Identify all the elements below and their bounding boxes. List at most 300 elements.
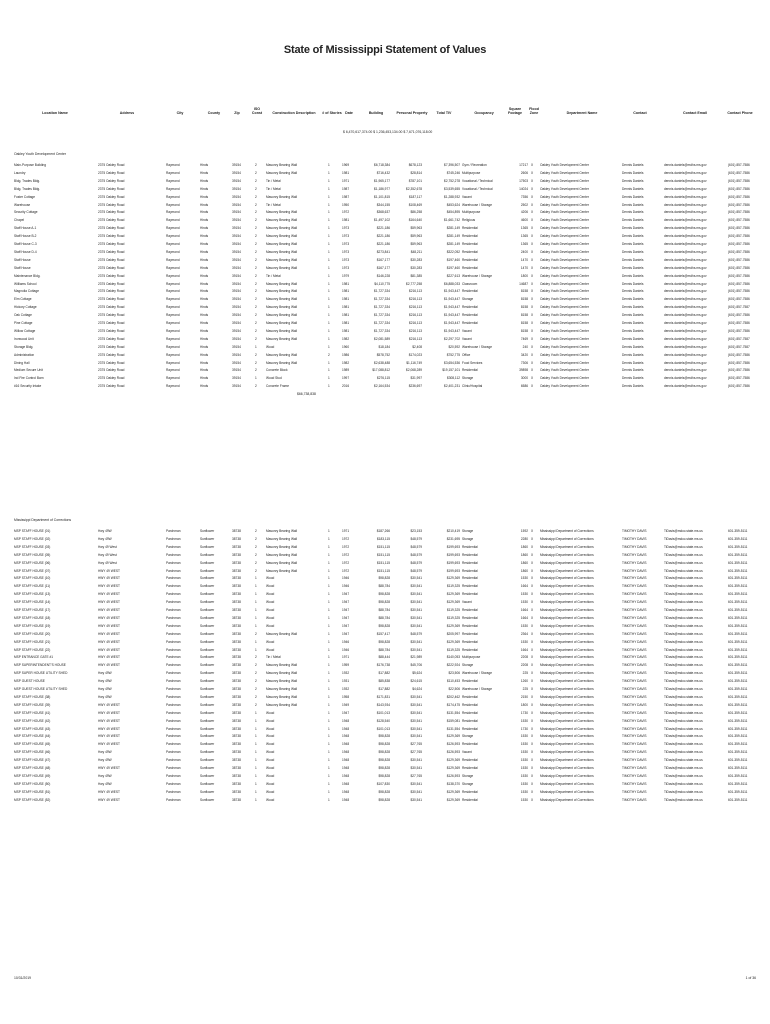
cell-contact-email[interactable]: TiDavis@mdoc.state.ms.us: [664, 773, 703, 778]
cell-square-footage: 4600: [520, 218, 528, 223]
cell-contact-email[interactable]: TiDavis@mdoc.state.ms.us: [664, 687, 703, 691]
cell-iso-const: 1: [255, 734, 257, 739]
table-row: [0, 535, 770, 543]
cell-construction-description: Masonry Bearing Wall: [266, 328, 298, 333]
cell-city: Parchman: [166, 560, 181, 565]
cell-personal-property: $1,116,749: [406, 360, 422, 365]
cell-address: HWY 49 WEST: [98, 568, 120, 573]
cell-contact-email[interactable]: TiDavis@mdoc.state.ms.us: [664, 734, 703, 739]
cell-address: 2375 Oakley Road: [98, 234, 125, 239]
cell-contact: TIMOTHY DAVIS: [622, 608, 647, 612]
cell-county: Hinds: [200, 210, 209, 215]
cell-stories: 1: [328, 584, 330, 589]
cell-personal-property: $30,541: [410, 726, 422, 731]
cell-zip: 38738: [232, 536, 241, 541]
cell-county: Hinds: [200, 384, 209, 389]
cell-construction-description: Wood: [266, 710, 275, 715]
cell-construction-description: Wood: [266, 623, 275, 628]
cell-contact-email[interactable]: dennis.daniels@mdhs.ms.gov: [664, 170, 707, 175]
cell-date: 1971: [342, 178, 350, 183]
cell-contact-email[interactable]: TiDavis@mdoc.state.ms.us: [664, 536, 703, 541]
table-row: [0, 685, 770, 693]
cell-iso-const: 2: [255, 321, 257, 325]
cell-construction-description: Concrete Frame: [266, 384, 290, 389]
cell-personal-property: $30,541: [410, 608, 422, 612]
cell-county: Hinds: [200, 178, 209, 183]
cell-building: $107,830: [376, 781, 390, 786]
cell-contact-email[interactable]: TiDavis@mdoc.state.ms.us: [664, 647, 703, 652]
cell-total-tiv: $129,369: [446, 592, 460, 597]
cell-flood-zone: X: [531, 671, 534, 676]
cell-stories: 1: [328, 544, 330, 549]
cell-contact-email[interactable]: dennis.daniels@mdhs.ms.gov: [664, 368, 707, 373]
cell-address: 2375 Oakley Road: [98, 163, 125, 167]
table-row: [0, 669, 770, 677]
cell-city: Parchman: [166, 639, 181, 644]
cell-building: $171,831: [376, 694, 390, 699]
cell-date: 1948: [342, 742, 350, 747]
table-row: [0, 693, 770, 701]
cell-contact-email[interactable]: dennis.daniels@mdhs.ms.gov: [664, 384, 707, 389]
cell-iso-const: 2: [255, 170, 257, 175]
cell-total-tiv: $23,506: [448, 671, 460, 676]
cell-iso-const: 1: [255, 766, 257, 770]
cell-personal-property: $48,579: [410, 544, 422, 549]
cell-address: 2375 Oakley Road: [98, 178, 125, 183]
cell-contact: TIMOTHY DAVIS: [622, 789, 647, 794]
cell-contact: TIMOTHY DAVIS: [622, 631, 647, 636]
cell-location-name: MSP STAFF HOUSE (22): [14, 647, 51, 652]
cell-contact-email[interactable]: TiDavis@mdoc.state.ms.us: [664, 639, 703, 644]
cell-construction-description: Masonry Bearing Wall: [266, 289, 298, 294]
cell-square-footage: 1860: [520, 544, 528, 549]
cell-contact-email[interactable]: TiDavis@mdoc.state.ms.us: [664, 576, 703, 581]
cell-contact: Dennis Daniels: [622, 336, 644, 341]
cell-contact-email[interactable]: TiDavis@mdoc.state.ms.us: [664, 718, 703, 723]
cell-city: Raymond: [166, 234, 180, 239]
cell-city: Parchman: [166, 718, 181, 723]
cell-county: Sunflower: [200, 639, 215, 644]
cell-contact-phone: 601-359-5111: [728, 797, 748, 802]
cell-contact-email[interactable]: TiDavis@mdoc.state.ms.us: [664, 592, 703, 597]
cell-contact: TIMOTHY DAVIS: [622, 671, 647, 676]
cell-stories: 1: [328, 608, 330, 612]
cell-contact-email[interactable]: dennis.daniels@mdhs.ms.gov: [664, 234, 707, 239]
cell-iso-const: 2: [255, 702, 257, 707]
cell-iso-const: 2: [255, 328, 257, 333]
cell-zip: 39154: [232, 384, 241, 389]
cell-zip: 38738: [232, 797, 241, 802]
cell-contact-phone: 601-359-5111: [728, 552, 748, 557]
cell-contact-email[interactable]: TiDavis@mdoc.state.ms.us: [664, 671, 703, 676]
cell-county: Sunflower: [200, 615, 215, 620]
cell-contact: TIMOTHY DAVIS: [622, 647, 647, 652]
cell-location-name: MSP GUEST HOUSE: [14, 679, 45, 684]
cell-construction-description: Wood: [266, 726, 275, 731]
cell-square-footage: 2606: [520, 170, 528, 175]
cell-zip: 38738: [232, 584, 241, 589]
cell-city: Parchman: [166, 734, 181, 739]
cell-iso-const: 1: [255, 781, 257, 786]
cell-city: Parchman: [166, 552, 181, 557]
cell-stories: 1: [328, 281, 330, 286]
cell-county: Hinds: [200, 376, 209, 381]
cell-iso-const: 2: [255, 687, 257, 691]
cell-date: 2016: [342, 384, 350, 389]
cell-contact-phone: (601) 857-7586: [728, 321, 750, 325]
cell-location-name: Maintenance Bldg.: [14, 273, 41, 278]
cell-contact: Dennis Daniels: [622, 234, 644, 239]
cell-zip: 39154: [232, 202, 241, 207]
cell-contact-email[interactable]: TiDavis@mdoc.state.ms.us: [664, 789, 703, 794]
cell-county: Sunflower: [200, 631, 215, 636]
cell-stories: 1: [328, 623, 330, 628]
cell-iso-const: 1: [255, 797, 257, 802]
cell-total-tiv: $129,369: [446, 789, 460, 794]
cell-contact: Dennis Daniels: [622, 376, 644, 381]
cell-square-footage: 1530: [520, 766, 528, 770]
cell-building: $85,838: [378, 679, 390, 684]
cell-contact-email[interactable]: dennis.daniels@mdhs.ms.gov: [664, 289, 707, 294]
cell-iso-const: 2: [255, 297, 257, 302]
cell-iso-const: 1: [255, 344, 257, 349]
cell-flood-zone: X: [531, 687, 534, 691]
cell-occupancy: Residential: [462, 544, 478, 549]
cell-department-name: Mississippi Department of Corrections: [540, 687, 594, 691]
cell-construction-description: Wood Stud: [266, 376, 282, 381]
cell-date: 1981: [342, 328, 350, 333]
cell-contact-email[interactable]: dennis.daniels@mdhs.ms.gov: [664, 265, 707, 270]
cell-department-name: Mississippi Department of Corrections: [540, 702, 594, 707]
cell-personal-property: $216,113: [408, 313, 422, 318]
cell-contact-phone: (601) 857-7586: [728, 281, 750, 286]
cell-personal-property: $174,023: [408, 352, 422, 357]
col-address: Address: [119, 111, 135, 116]
cell-contact-phone: (601) 857-7586: [728, 328, 750, 333]
cell-personal-property: $81,385: [410, 273, 422, 278]
cell-construction-description: Masonry Bearing Wall: [266, 257, 298, 262]
cell-contact: TIMOTHY DAVIS: [622, 655, 647, 660]
cell-total-tiv: $453,624: [446, 202, 460, 207]
cell-contact-email[interactable]: TiDavis@mdoc.state.ms.us: [664, 766, 703, 770]
cell-contact: Dennis Daniels: [622, 226, 644, 231]
cell-contact-email[interactable]: TiDavis@mdoc.state.ms.us: [664, 702, 703, 707]
cell-occupancy: Vacant: [462, 750, 472, 755]
cell-iso-const: 2: [255, 273, 257, 278]
cell-contact-email[interactable]: dennis.daniels@mdhs.ms.gov: [664, 210, 707, 215]
table-row: [0, 161, 770, 169]
cell-square-footage: 1530: [520, 576, 528, 581]
cell-city: Parchman: [166, 702, 181, 707]
cell-contact-email[interactable]: TiDavis@mdoc.state.ms.us: [664, 600, 703, 605]
cell-construction-description: Concrete Block: [266, 368, 288, 373]
cell-square-footage: 1260: [520, 679, 528, 684]
cell-contact-email[interactable]: dennis.daniels@mdhs.ms.gov: [664, 360, 707, 365]
cell-contact-email[interactable]: dennis.daniels@mdhs.ms.gov: [664, 352, 707, 357]
cell-contact-email[interactable]: dennis.daniels@mdhs.ms.gov: [664, 178, 707, 183]
cell-flood-zone: X: [531, 584, 534, 589]
cell-contact-email[interactable]: dennis.daniels@mdhs.ms.gov: [664, 328, 707, 333]
cell-stories: 1: [328, 718, 330, 723]
cell-contact-email[interactable]: TiDavis@mdoc.state.ms.us: [664, 758, 703, 763]
cell-county: Sunflower: [200, 600, 215, 605]
cell-city: Parchman: [166, 536, 181, 541]
cell-personal-property: $30,541: [410, 647, 422, 652]
cell-contact-email[interactable]: dennis.daniels@mdhs.ms.gov: [664, 163, 707, 167]
cell-contact-email[interactable]: TiDavis@mdoc.state.ms.us: [664, 560, 703, 565]
cell-zip: 38738: [232, 734, 241, 739]
cell-contact-email[interactable]: dennis.daniels@mdhs.ms.gov: [664, 344, 707, 349]
cell-location-name: MSP STAFF HOUSE (42): [14, 718, 51, 723]
cell-location-name: MSP STAFF HOUSE (41): [14, 710, 51, 715]
cell-square-footage: 1530: [520, 758, 528, 763]
cell-contact-phone: 601-359-5111: [728, 718, 748, 723]
cell-location-name: MSP STAFF HOUSE (50): [14, 781, 51, 786]
cell-contact-email[interactable]: TiDavis@mdoc.state.ms.us: [664, 694, 703, 699]
cell-date: 1981: [342, 218, 350, 223]
cell-date: 1947: [342, 710, 350, 715]
cell-contact-email[interactable]: TiDavis@mdoc.state.ms.us: [664, 797, 703, 802]
cell-iso-const: 2: [255, 671, 257, 676]
cell-iso-const: 2: [255, 163, 257, 167]
cell-personal-property: $30,283: [410, 265, 422, 270]
cell-contact-email[interactable]: dennis.daniels@mdhs.ms.gov: [664, 297, 707, 302]
cell-county: Hinds: [200, 257, 209, 262]
cell-occupancy: Residential: [462, 766, 478, 770]
cell-city: Raymond: [166, 328, 180, 333]
cell-building: $1,727,334: [374, 289, 390, 294]
cell-flood-zone: X: [531, 257, 534, 262]
cell-contact-email[interactable]: TiDavis@mdoc.state.ms.us: [664, 710, 703, 715]
cell-address: 2375 Oakley Road: [98, 321, 125, 325]
cell-contact-email[interactable]: TiDavis@mdoc.state.ms.us: [664, 726, 703, 731]
cell-occupancy: Warehouse / Storage: [462, 671, 493, 676]
cell-stories: 1: [328, 734, 330, 739]
cell-construction-description: Wood: [266, 766, 275, 770]
cell-occupancy: Vacant: [462, 194, 472, 199]
cell-date: 1973: [342, 226, 350, 231]
cell-flood-zone: X: [531, 328, 534, 333]
cell-stories: 2: [328, 352, 330, 357]
cell-date: 1948: [342, 718, 350, 723]
table-row: [0, 327, 770, 335]
cell-flood-zone: X: [531, 608, 534, 612]
cell-zip: 38738: [232, 623, 241, 628]
cell-address: 2375 Oakley Road: [98, 242, 125, 246]
cell-city: Parchman: [166, 615, 181, 620]
cell-zip: 39154: [232, 336, 241, 341]
table-row: [0, 295, 770, 303]
cell-zip: 38738: [232, 718, 241, 723]
cell-contact-email[interactable]: TiDavis@mdoc.state.ms.us: [664, 568, 703, 573]
cell-construction-description: Wood: [266, 773, 275, 778]
cell-square-footage: 225: [522, 687, 528, 691]
table-row: [0, 382, 770, 390]
cell-department-name: Oakley Youth Development Center: [540, 210, 589, 215]
cell-department-name: Oakley Youth Development Center: [540, 360, 589, 365]
table-row: [0, 169, 770, 177]
cell-contact-phone: (601) 857-7586: [728, 352, 750, 357]
cell-flood-zone: X: [531, 265, 534, 270]
cell-total-tiv: $1,943,447: [444, 321, 460, 325]
cell-stories: 1: [328, 536, 330, 541]
cell-city: Raymond: [166, 273, 180, 278]
cell-contact-email[interactable]: dennis.daniels@mdhs.ms.gov: [664, 273, 707, 278]
cell-address: 2375 Oakley Road: [98, 368, 125, 373]
cell-address: 2375 Oakley Road: [98, 305, 125, 310]
cell-city: Raymond: [166, 178, 180, 183]
cell-contact-email[interactable]: dennis.daniels@mdhs.ms.gov: [664, 202, 707, 207]
table-row: [0, 366, 770, 374]
cell-flood-zone: X: [531, 679, 534, 684]
cell-department-name: Mississippi Department of Corrections: [540, 623, 594, 628]
cell-contact-email[interactable]: dennis.daniels@mdhs.ms.gov: [664, 242, 707, 246]
cell-flood-zone: X: [531, 218, 534, 223]
cell-contact-email[interactable]: dennis.daniels@mdhs.ms.gov: [664, 218, 707, 223]
cell-contact-phone: (601) 857-7587: [728, 344, 750, 349]
cell-contact-email[interactable]: TiDavis@mdoc.state.ms.us: [664, 608, 703, 612]
cell-building: $2,638,488: [374, 360, 390, 365]
cell-contact: Dennis Daniels: [622, 202, 644, 207]
cell-square-footage: 7356: [520, 194, 528, 199]
cell-iso-const: 2: [255, 631, 257, 636]
cell-location-name: MSP STAFF HOUSE (39): [14, 702, 51, 707]
cell-location-name: MSP STAFF HOUSE (10): [14, 576, 51, 581]
cell-contact-phone: 601-359-5111: [728, 631, 748, 636]
cell-contact-email[interactable]: dennis.daniels@mdhs.ms.gov: [664, 313, 707, 318]
cell-iso-const: 2: [255, 679, 257, 684]
cell-construction-description: Wood: [266, 615, 275, 620]
cell-contact-email[interactable]: TiDavis@mdoc.state.ms.us: [664, 781, 703, 786]
cell-date: 1969: [342, 163, 350, 167]
cell-total-tiv: $281,149: [446, 226, 460, 231]
cell-zip: 39154: [232, 305, 241, 310]
cell-flood-zone: X: [531, 797, 534, 802]
cell-total-tiv: $126,593: [446, 773, 460, 778]
cell-square-footage: 1530: [520, 781, 528, 786]
cell-stories: 1: [328, 781, 330, 786]
cell-contact-email[interactable]: TiDavis@mdoc.state.ms.us: [664, 552, 703, 557]
cell-city: Raymond: [166, 242, 180, 246]
cell-county: Sunflower: [200, 568, 215, 573]
cell-building: $98,828: [378, 592, 390, 597]
cell-contact-email[interactable]: TiDavis@mdoc.state.ms.us: [664, 544, 703, 549]
cell-contact-email[interactable]: TiDavis@mdoc.state.ms.us: [664, 631, 703, 636]
cell-address: 2375 Oakley Road: [98, 313, 125, 318]
cell-construction-description: Masonry Bearing Wall: [266, 352, 298, 357]
cell-stories: 1: [328, 384, 330, 389]
cell-stories: 1: [328, 710, 330, 715]
cell-contact-email[interactable]: TiDavis@mdoc.state.ms.us: [664, 742, 703, 747]
cell-contact-email[interactable]: TiDavis@mdoc.state.ms.us: [664, 679, 703, 684]
cell-contact-email[interactable]: TiDavis@mdoc.state.ms.us: [664, 529, 703, 533]
cell-location-name: Main-Purpose Building: [14, 163, 47, 167]
cell-contact-email[interactable]: dennis.daniels@mdhs.ms.gov: [664, 336, 707, 341]
cell-department-name: Mississippi Department of Corrections: [540, 710, 594, 715]
cell-personal-property: $27,765: [410, 750, 422, 755]
cell-total-tiv: $197,460: [446, 265, 460, 270]
cell-iso-const: 2: [255, 552, 257, 557]
cell-contact-email[interactable]: TiDavis@mdoc.state.ms.us: [664, 655, 703, 660]
cell-city: Parchman: [166, 679, 181, 684]
cell-building: $183,115: [376, 536, 390, 541]
cell-county: Sunflower: [200, 608, 215, 612]
cell-location-name: MSP STAFF HOUSE (07): [14, 568, 51, 573]
cell-contact: TIMOTHY DAVIS: [622, 773, 647, 778]
cell-zip: 39154: [232, 257, 241, 262]
cell-contact: Dennis Daniels: [622, 194, 644, 199]
cell-city: Raymond: [166, 226, 180, 231]
cell-contact-email[interactable]: dennis.daniels@mdhs.ms.gov: [664, 257, 707, 262]
cell-occupancy: Vacant: [462, 328, 472, 333]
cell-flood-zone: X: [531, 615, 534, 620]
cell-contact-email[interactable]: TiDavis@mdoc.state.ms.us: [664, 663, 703, 668]
cell-contact-email[interactable]: TiDavis@mdoc.state.ms.us: [664, 615, 703, 620]
cell-county: Sunflower: [200, 750, 215, 755]
cell-construction-description: Wood: [266, 797, 275, 802]
cell-flood-zone: X: [531, 552, 534, 557]
cell-occupancy: Residential: [462, 615, 478, 620]
table-row: [0, 193, 770, 201]
cell-personal-property: $236,697: [408, 384, 422, 389]
cell-building: $128,540: [376, 718, 390, 723]
cell-location-name: MSP STAFF HOUSE (11): [14, 584, 51, 589]
cell-contact-email[interactable]: dennis.daniels@mdhs.ms.gov: [664, 249, 707, 254]
cell-contact-email[interactable]: dennis.daniels@mdhs.ms.gov: [664, 281, 707, 286]
cell-date: 1981: [342, 289, 350, 294]
cell-contact-email[interactable]: TiDavis@mdoc.state.ms.us: [664, 623, 703, 628]
table-row: [0, 343, 770, 351]
cell-iso-const: 1: [255, 592, 257, 597]
cell-square-footage: 1530: [520, 639, 528, 644]
cell-total-tiv: $231,695: [446, 536, 460, 541]
cell-date: 1973: [342, 234, 350, 239]
cell-contact-email[interactable]: dennis.daniels@mdhs.ms.gov: [664, 186, 707, 191]
cell-total-tiv: $2,401,231: [444, 384, 460, 389]
cell-address: HWY 49 WEST: [98, 734, 120, 739]
cell-square-footage: 39898: [519, 368, 528, 373]
cell-flood-zone: X: [531, 384, 534, 389]
cell-iso-const: 1: [255, 615, 257, 620]
cell-contact: TIMOTHY DAVIS: [622, 623, 647, 628]
cell-city: Parchman: [166, 710, 181, 715]
cell-contact-phone: 601-359-5111: [728, 789, 748, 794]
cell-square-footage: 1530: [520, 797, 528, 802]
cell-county: Sunflower: [200, 742, 215, 747]
cell-construction-description: Masonry Bearing Wall: [266, 226, 298, 231]
cell-contact-email[interactable]: dennis.daniels@mdhs.ms.gov: [664, 226, 707, 231]
cell-city: Parchman: [166, 797, 181, 802]
cell-department-name: Mississippi Department of Corrections: [540, 631, 594, 636]
cell-address: 2375 Oakley Road: [98, 210, 125, 215]
cell-location-name: MSP ENTRANCE GATE #1: [14, 655, 54, 660]
cell-contact-email[interactable]: TiDavis@mdoc.state.ms.us: [664, 750, 703, 755]
cell-contact-email[interactable]: dennis.daniels@mdhs.ms.gov: [664, 376, 707, 381]
cell-construction-description: Masonry Bearing Wall: [266, 552, 298, 557]
cell-contact-email[interactable]: dennis.daniels@mdhs.ms.gov: [664, 305, 707, 310]
table-row: [0, 780, 770, 788]
cell-square-footage: 2208: [520, 655, 528, 660]
cell-construction-description: Wood: [266, 608, 275, 612]
cell-contact: Dennis Daniels: [622, 344, 644, 349]
cell-construction-description: Masonry Bearing Wall: [266, 360, 298, 365]
cell-address: Hwy 49W: [98, 758, 112, 763]
cell-contact-email[interactable]: TiDavis@mdoc.state.ms.us: [664, 584, 703, 589]
cell-contact-email[interactable]: dennis.daniels@mdhs.ms.gov: [664, 194, 707, 199]
cell-iso-const: 1: [255, 376, 257, 381]
table-row: [0, 653, 770, 661]
cell-contact-email[interactable]: dennis.daniels@mdhs.ms.gov: [664, 321, 707, 325]
